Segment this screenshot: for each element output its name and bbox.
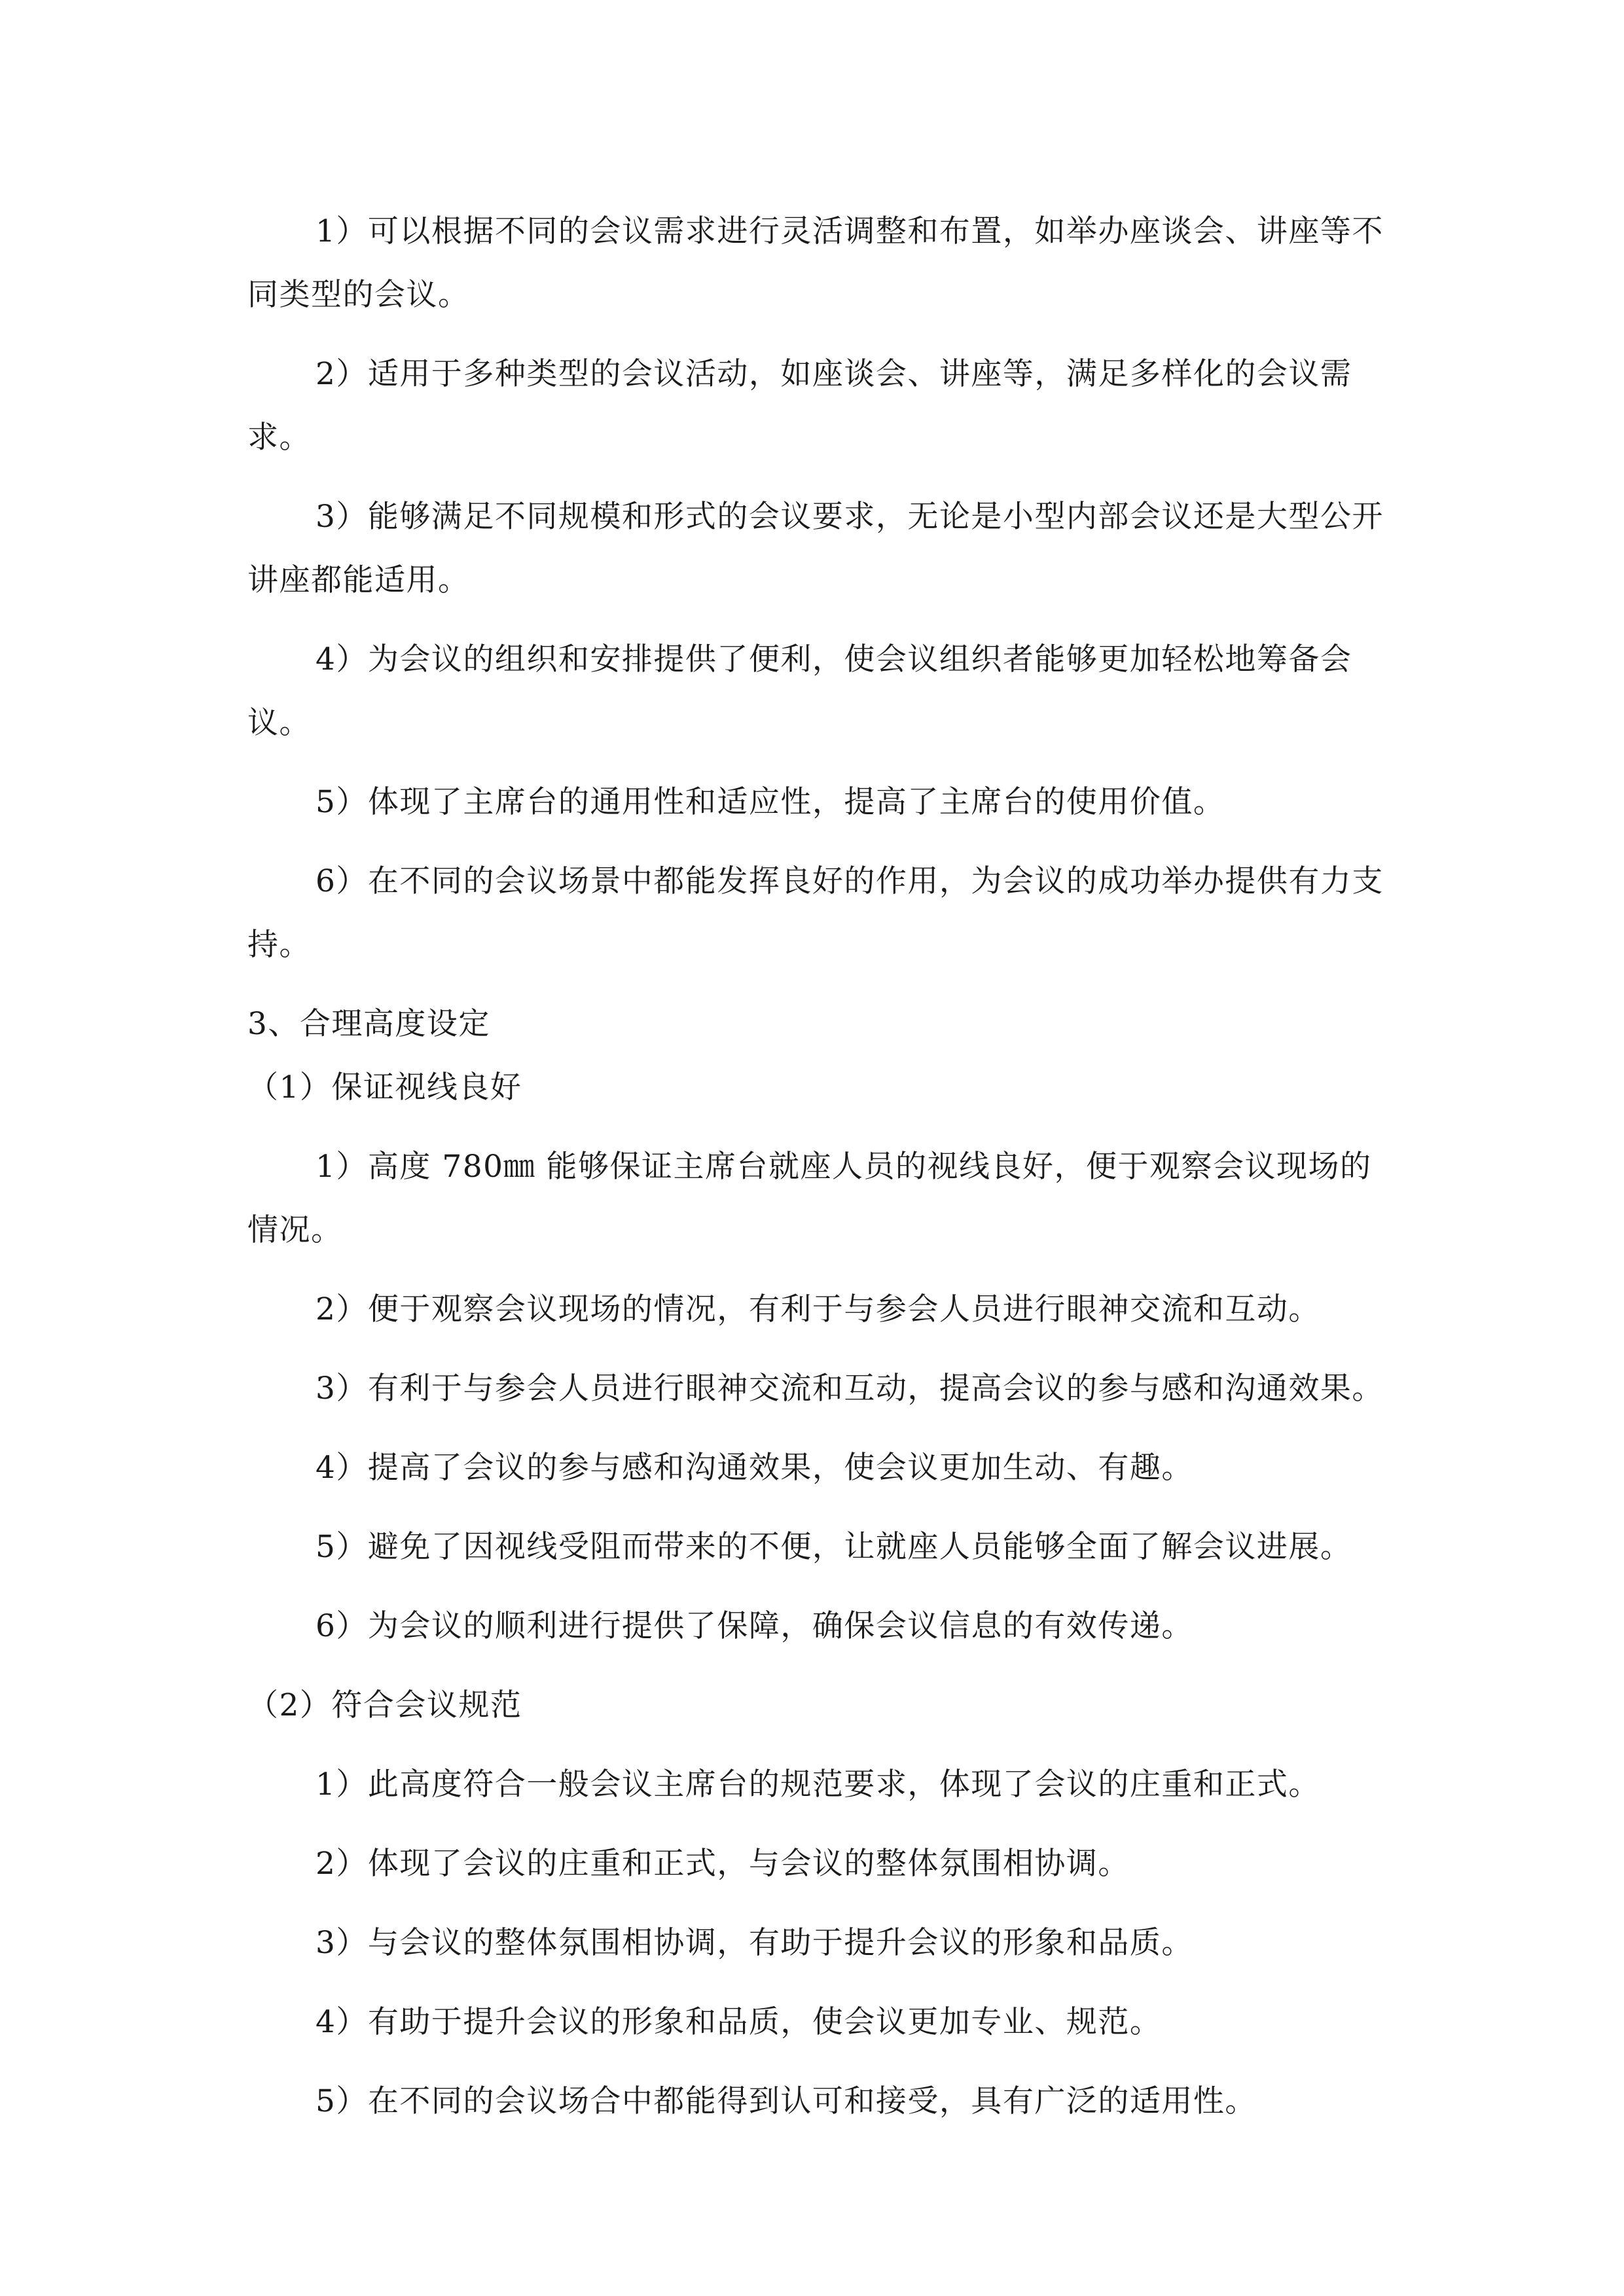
paragraph-participation: 4）提高了会议的参与感和沟通效果，使会议更加生动、有趣。 [316,1450,1193,1486]
section-heading: 3、合理高度设定 [247,1006,490,1042]
paragraph-standard-height: 1）此高度符合一般会议主席台的规范要求，体现了会议的庄重和正式。 [316,1767,1320,1803]
paragraph-applicability: 5）在不同的会议场合中都能得到认可和接受，具有广泛的适用性。 [316,2083,1257,2119]
subsection-heading-sightline: （1）保证视线良好 [247,1069,522,1105]
paragraph-scene-support: 6）在不同的会议场景中都能发挥良好的作用，为会议的成功举办提供有力支持。 [247,863,1384,963]
paragraph-avoid-obstruction: 5）避免了因视线受阻而带来的不便，让就座人员能够全面了解会议进展。 [316,1529,1352,1565]
paragraph-atmosphere: 3）与会议的整体氛围相协调，有助于提升会议的形象和品质。 [316,1925,1193,1961]
paragraph-image-quality: 4）有助于提升会议的形象和品质，使会议更加专业、规范。 [316,2004,1162,2040]
paragraph-flexible-layout: 1）可以根据不同的会议需求进行灵活调整和布置，如举办座谈会、讲座等不同类型的会议。 [247,213,1384,313]
paragraph-smooth-meeting: 6）为会议的顺利进行提供了保障，确保会议信息的有效传递。 [316,1608,1193,1644]
paragraph-solemnity: 2）体现了会议的庄重和正式，与会议的整体氛围相协调。 [316,1846,1130,1882]
subsection-heading-standards: （2）符合会议规范 [247,1687,522,1723]
paragraph-scale-requirements: 3）能够满足不同规模和形式的会议要求，无论是小型内部会议还是大型公开讲座都能适用。 [247,499,1384,598]
paragraph-height-780: 1）高度 780㎜ 能够保证主席台就座人员的视线良好，便于观察会议现场的情况。 [247,1149,1372,1248]
paragraph-eye-contact: 3）有利于与参会人员进行眼神交流和互动，提高会议的参与感和沟通效果。 [316,1371,1384,1407]
paragraph-organization-convenience: 4）为会议的组织和安排提供了便利，使会议组织者能够更加轻松地筹备会议。 [247,641,1352,741]
document-body [247,200,1390,2149]
paragraph-meeting-types: 2）适用于多种类型的会议活动，如座谈会、讲座等，满足多样化的会议需求。 [247,356,1352,456]
paragraph-observe-venue: 2）便于观察会议现场的情况，有利于与参会人员进行眼神交流和互动。 [316,1291,1320,1327]
paragraph-versatility: 5）体现了主席台的通用性和适应性，提高了主席台的使用价值。 [316,784,1225,820]
